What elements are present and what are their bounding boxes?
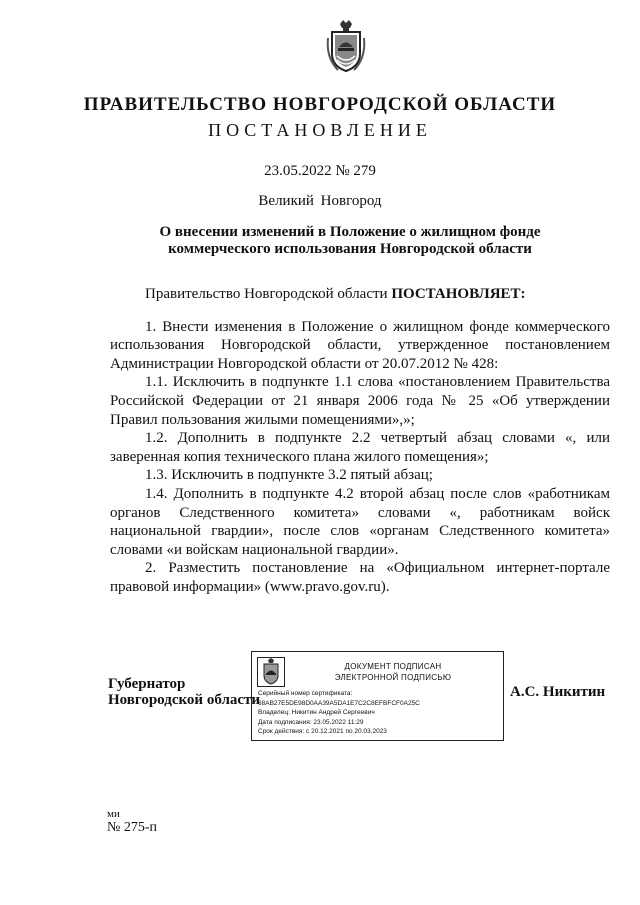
paragraph-1-2: 1.2. Дополнить в подпункте 2.2 четвертый абзац словами «, или заверенная копия технического плана жилого помещения»; (110, 430, 610, 465)
document-city: Великий Новгород (258, 193, 382, 209)
stamp-cert-label: Серийный номер сертификата: (258, 690, 353, 697)
stamp-heading-line1: ДОКУМЕНТ ПОДПИСАН (344, 662, 442, 671)
stamp-cert-value: 68AB27E5DE98D0AA39A5DA1E7C2C8EFBFCF0A25C (258, 699, 420, 707)
signer-title-line1: Губернатор (108, 676, 186, 692)
government-title: ПРАВИТЕЛЬСТВО НОВГОРОДСКОЙ ОБЛАСТИ (83, 94, 557, 115)
paragraph-1-3: 1.3. Исключить в подпункте 3.2 пятый абзац; (145, 467, 433, 484)
electronic-signature-stamp (251, 651, 504, 741)
document-subject: О внесении изменений в Положение о жилищном фонде коммерческого использования Новгородской области (159, 224, 541, 257)
intro-paragraph (110, 285, 610, 304)
signer-name: А.С. Никитин (510, 684, 606, 700)
stamp-heading (288, 661, 498, 683)
signer-title (108, 676, 260, 708)
signer-title-line2: Новгородской области (108, 692, 261, 708)
stamp-validity: Срок действия: с 20.12.2021 по 20.03.2023 (258, 728, 387, 736)
document-footer (107, 808, 157, 834)
stamp-heading-line2: ЭЛЕКТРОННОЙ ПОДПИСЬЮ (334, 673, 452, 682)
stamp-signed-date: Дата подписания: 23.05.2022 11:29 (258, 718, 364, 726)
stamp-details (258, 689, 503, 737)
paragraph-1-4: 1.4. Дополнить в подпункте 4.2 второй абзац после слов «работникам органов Следственного комитета» словами «, работникам войск национальной гвардии», после слов «органам Следственного комитета» словами «и войскам национальной гвардии». (110, 485, 610, 558)
registration-number: № 275-п (107, 820, 158, 835)
paragraph-1-1: 1.1. Исключить в подпункте 1.1 слова «постановлением Правительства Российской Федерации от 21 января 2006 года № 25 «Об утверждении Правил пользования жилыми помещениями»,»; (110, 374, 610, 428)
executor-initials: ми (107, 808, 120, 820)
intro-text: Правительство Новгородской области (145, 286, 392, 302)
paragraph-1: 1. Внести изменения в Положение о жилищном фонде коммерческого использования Новгородской области, утвержденное постановлением Администрации Новгородской области от 20.07.2012 № 428: (110, 318, 610, 372)
paragraph-2: 2. Разместить постановление на «Официальном интернет-портале правовой информации» (www.pravo.gov.ru). (110, 560, 610, 595)
document-date-number: 23.05.2022 № 279 (264, 163, 376, 179)
coat-of-arms-icon (257, 657, 285, 687)
document-type: ПОСТАНОВЛЕНИЕ (208, 120, 432, 140)
stamp-owner: Владелец: Никитин Андрей Сергеевич (258, 709, 375, 717)
document-body (110, 285, 610, 597)
intro-decree-word: ПОСТАНОВЛЯЕТ: (391, 286, 526, 302)
novgorod-coat-of-arms-icon (326, 18, 366, 74)
